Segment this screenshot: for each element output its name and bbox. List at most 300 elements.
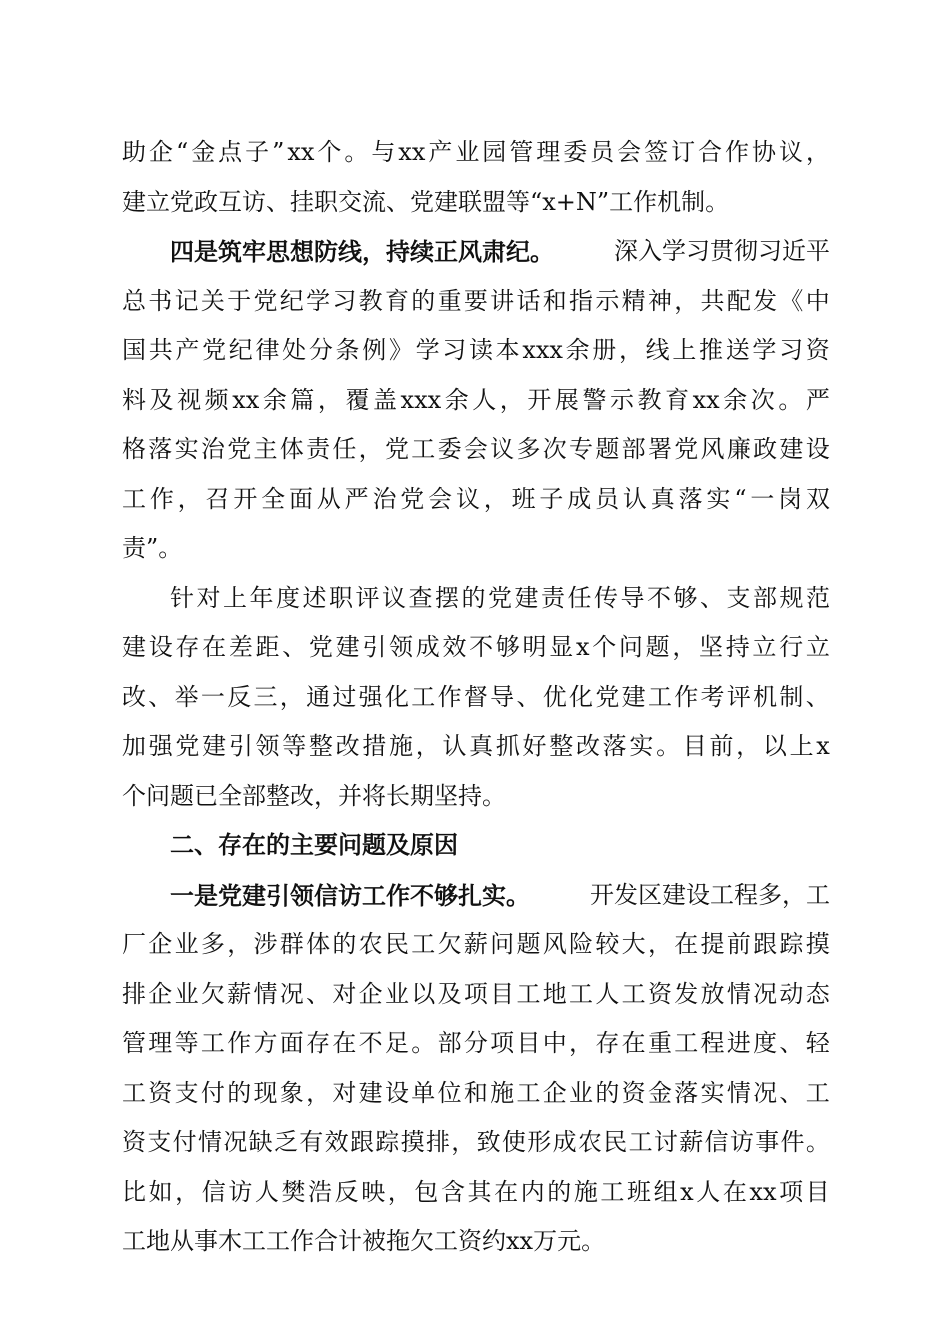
text-line <box>122 227 830 277</box>
text-glyph: 上 <box>223 583 247 612</box>
text-glyph: 从 <box>316 484 341 513</box>
text-glyph: 效 <box>324 1128 349 1156</box>
text-glyph: 推 <box>699 336 724 364</box>
paragraph-1 <box>122 128 830 227</box>
text-glyph: 制 <box>779 682 804 711</box>
text-glyph: 不 <box>469 633 494 661</box>
text-glyph: 员 <box>590 138 615 166</box>
text-glyph: 会 <box>617 138 642 166</box>
text-glyph: 厂 <box>122 930 146 958</box>
text-glyph: 年 <box>249 583 274 612</box>
text-glyph: ” <box>272 138 285 166</box>
text-glyph: 议 <box>382 583 406 612</box>
text-glyph: 政 <box>753 435 778 463</box>
text-glyph: 金 <box>191 138 216 166</box>
text-glyph: 任 <box>567 583 592 612</box>
text-glyph: 映 <box>361 1177 386 1206</box>
text-glyph: 施 <box>389 732 414 760</box>
text-glyph: 踪 <box>779 930 804 958</box>
text-glyph: 党 <box>488 583 512 612</box>
text-glyph: 在 <box>202 633 227 661</box>
text-glyph: 人 <box>696 1177 721 1206</box>
text-glyph: 发 <box>674 979 699 1008</box>
text-glyph: 料 <box>122 385 146 414</box>
text-glyph: 在 <box>332 1029 357 1057</box>
text-glyph: 习 <box>442 336 467 364</box>
text-glyph: 导 <box>490 682 515 711</box>
text-glyph: 跟 <box>753 930 778 958</box>
text-glyph: 目 <box>516 1029 541 1057</box>
text-glyph: ， <box>175 1177 200 1206</box>
text-glyph: 情 <box>726 979 751 1008</box>
text-glyph: 风 <box>542 930 567 958</box>
text-glyph: 真 <box>469 732 494 760</box>
text-glyph: 中 <box>805 286 830 315</box>
text-glyph: 建 <box>514 583 539 612</box>
text-glyph: 要 <box>463 286 488 315</box>
text-glyph: 点 <box>218 138 243 166</box>
text-glyph: 的 <box>411 286 436 315</box>
text-glyph: 。 <box>344 138 369 166</box>
text-glyph: 信 <box>704 1128 729 1156</box>
text-glyph: 况 <box>279 979 304 1008</box>
text-glyph: 余 <box>723 385 748 414</box>
text-glyph: 党 <box>384 435 409 463</box>
text-glyph: 内 <box>520 1177 545 1206</box>
text-glyph: 度 <box>276 583 300 612</box>
text-glyph: 使 <box>501 1128 526 1156</box>
text-glyph: 议 <box>490 435 515 463</box>
text-glyph: 作 <box>674 682 699 711</box>
text-glyph: 致 <box>476 1128 501 1156</box>
text-glyph: 机 <box>753 682 778 711</box>
text-glyph: ， <box>674 286 699 315</box>
text-glyph: 班 <box>511 484 536 513</box>
text-glyph: 规 <box>779 583 804 612</box>
text-glyph: 险 <box>569 930 594 958</box>
text-glyph: 实 <box>174 435 199 463</box>
text-glyph: 项 <box>779 1177 804 1206</box>
text-glyph: 子 <box>245 138 270 166</box>
text-glyph: xx <box>232 385 260 414</box>
text-line <box>122 277 830 327</box>
text-glyph: 措 <box>362 732 387 760</box>
text-glyph: 。 <box>778 385 803 414</box>
text-glyph: 党 <box>400 484 425 513</box>
text-glyph: 个 <box>592 633 617 661</box>
text-glyph: 目 <box>490 979 515 1008</box>
text-glyph: 领 <box>255 732 280 760</box>
text-glyph: 教 <box>637 385 662 414</box>
text-line: 个问题已全部整改，并将长期坚持。 <box>122 781 506 810</box>
text-glyph: 读 <box>468 336 493 364</box>
text-glyph: 踪 <box>375 1128 400 1156</box>
text-glyph: 关 <box>200 286 225 315</box>
text-glyph: ， <box>415 732 440 760</box>
text-glyph: 薪 <box>227 979 252 1008</box>
text-glyph: 工 <box>411 435 436 463</box>
text-glyph: 党 <box>227 435 252 463</box>
text-glyph: 导 <box>620 583 645 612</box>
text-glyph: 委 <box>437 435 462 463</box>
text-glyph: 视 <box>177 385 202 414</box>
text-glyph: 的 <box>227 1078 252 1107</box>
text-glyph: 引 <box>228 732 253 760</box>
text-glyph: 范 <box>806 583 830 612</box>
text-glyph: 业 <box>455 138 480 166</box>
text-glyph: 引 <box>362 633 387 661</box>
text-glyph: 人 <box>254 1177 279 1206</box>
text-glyph: 建 <box>335 633 360 661</box>
text-glyph: 覆 <box>345 385 370 414</box>
text-glyph: 整 <box>549 732 574 760</box>
text-glyph: 立 <box>805 633 830 661</box>
text-glyph: 排 <box>425 1128 450 1156</box>
text-glyph: 工 <box>122 1078 146 1107</box>
text-glyph: xxx <box>522 336 563 364</box>
text-line <box>122 871 830 921</box>
text-glyph: 班 <box>626 1177 651 1206</box>
text-glyph: 优 <box>542 682 567 711</box>
text-glyph: 改 <box>575 732 600 760</box>
text-glyph: 象 <box>279 1078 304 1107</box>
text-glyph: 程 <box>700 1029 725 1057</box>
text-glyph: 工 <box>516 979 541 1008</box>
text-glyph: 任 <box>332 435 357 463</box>
text-glyph: 薪 <box>463 930 488 958</box>
text-glyph: 资 <box>647 979 672 1008</box>
text-glyph: 建 <box>358 1078 383 1107</box>
text-glyph: 管 <box>509 138 534 166</box>
text-glyph: 党 <box>595 682 620 711</box>
text-line <box>122 1168 830 1218</box>
text-glyph: ， <box>647 930 672 958</box>
text-glyph: 个 <box>317 138 342 166</box>
text-glyph: 频 <box>204 385 229 414</box>
text-glyph: 余 <box>262 385 287 414</box>
text-glyph: 落 <box>602 732 627 760</box>
text-glyph: ， <box>317 385 342 414</box>
text-glyph: 实 <box>629 732 654 760</box>
text-glyph: 大 <box>621 930 646 958</box>
text-glyph: 落 <box>148 435 173 463</box>
text-glyph: 等 <box>282 732 307 760</box>
text-glyph: 职 <box>329 583 353 612</box>
text-glyph: 送 <box>725 336 750 364</box>
text-glyph: 含 <box>440 1177 465 1206</box>
text-glyph: ， <box>451 1128 476 1156</box>
text-glyph: 抓 <box>495 732 520 760</box>
text-glyph: 对 <box>332 979 357 1008</box>
text-glyph: 摆 <box>435 583 459 612</box>
text-glyph: 、 <box>779 1029 804 1057</box>
text-glyph: 治 <box>200 435 225 463</box>
text-glyph: 不 <box>358 1029 383 1057</box>
text-glyph: 不 <box>647 583 671 612</box>
text-glyph: 及 <box>437 979 462 1008</box>
text-glyph: 够 <box>673 583 698 612</box>
text-glyph: 事 <box>755 1128 780 1156</box>
text-glyph: 理 <box>148 1029 173 1057</box>
text-glyph: 化 <box>384 682 409 711</box>
text-glyph: 支 <box>174 1078 199 1107</box>
text-glyph: 共 <box>148 336 173 364</box>
text-glyph: “ <box>175 138 189 166</box>
text-glyph: 工 <box>569 979 594 1008</box>
text-glyph: 工 <box>674 1029 699 1057</box>
text-glyph: 立 <box>752 633 777 661</box>
text-glyph: 示 <box>609 385 634 414</box>
text-glyph: 工 <box>516 1078 541 1107</box>
text-glyph: 企 <box>542 1078 567 1107</box>
text-glyph: 单 <box>411 1078 436 1107</box>
text-glyph: 轻 <box>805 1029 830 1057</box>
text-glyph: 处 <box>282 336 307 364</box>
text-glyph: 管 <box>122 1029 146 1057</box>
text-glyph: 的 <box>595 1078 620 1107</box>
text-line <box>122 1069 830 1119</box>
text-glyph: 问 <box>490 930 515 958</box>
text-glyph: 明 <box>522 633 547 661</box>
text-glyph: 、 <box>779 1078 804 1107</box>
text-glyph: 学 <box>306 286 331 315</box>
text-glyph: 篇 <box>290 385 315 414</box>
text-line <box>122 920 830 970</box>
text-glyph: 发 <box>753 286 778 315</box>
paragraph-lead: 四是筑牢思想防线，持续正风肃纪。 <box>170 237 554 266</box>
text-glyph: 习 <box>332 286 357 315</box>
text-glyph: 反 <box>334 1177 359 1206</box>
text-glyph: 工 <box>647 682 672 711</box>
text-glyph: 子 <box>539 484 564 513</box>
text-run: 深入学习贯彻习近平 <box>614 237 830 265</box>
text-glyph: 建 <box>621 682 646 711</box>
text-glyph: 形 <box>527 1128 552 1156</box>
text-glyph: ， <box>569 1029 594 1057</box>
text-glyph: 治 <box>372 484 397 513</box>
text-glyph: 目 <box>682 732 707 760</box>
text-glyph: xx <box>398 138 426 166</box>
text-glyph: 存 <box>306 1029 331 1057</box>
text-glyph: 共 <box>700 286 725 315</box>
text-glyph: 成 <box>552 1128 577 1156</box>
text-glyph: 中 <box>542 1029 567 1057</box>
text-glyph: 教 <box>358 286 383 315</box>
text-glyph: 业 <box>174 930 199 958</box>
text-glyph: 述 <box>302 583 327 612</box>
text-glyph: 方 <box>253 1029 278 1057</box>
text-glyph: 建 <box>122 633 146 661</box>
text-glyph: 坚 <box>699 633 724 661</box>
paragraph-4 <box>122 871 830 1267</box>
section-heading: 二、存在的主要问题及原因 <box>170 831 458 859</box>
text-glyph: 跟 <box>349 1128 374 1156</box>
text-glyph: “ <box>734 484 747 513</box>
text-glyph: 态 <box>805 979 830 1008</box>
text-glyph: 件 <box>780 1128 805 1156</box>
text-glyph: ， <box>499 385 524 414</box>
text-glyph: 记 <box>174 286 199 315</box>
text-glyph: 于 <box>227 286 252 315</box>
text-glyph: 业 <box>384 979 409 1008</box>
text-glyph: 建 <box>779 435 804 463</box>
text-glyph: 部 <box>621 435 646 463</box>
text-glyph: 指 <box>569 286 594 315</box>
text-glyph: 学 <box>415 336 440 364</box>
text-glyph: 群 <box>279 930 304 958</box>
text-glyph: ， <box>618 336 643 364</box>
text-glyph: 部 <box>437 1029 462 1057</box>
text-glyph: 的 <box>332 930 357 958</box>
text-glyph: 党 <box>308 633 333 661</box>
text-glyph: 如 <box>148 1177 173 1206</box>
text-glyph: 评 <box>726 682 751 711</box>
text-glyph: 持 <box>725 633 750 661</box>
text-glyph: 分 <box>308 336 333 364</box>
text-glyph: 足 <box>384 1029 409 1057</box>
text-glyph: 工 <box>628 1128 653 1156</box>
text-glyph: 建 <box>202 732 227 760</box>
paragraph-3 <box>122 574 830 822</box>
text-glyph: 分 <box>463 1029 488 1057</box>
text-glyph: 作 <box>149 484 174 513</box>
text-glyph: 本 <box>495 336 520 364</box>
text-glyph: 业 <box>174 979 199 1008</box>
text-glyph: 业 <box>569 1078 594 1107</box>
text-glyph: 强 <box>148 732 173 760</box>
text-glyph: 党 <box>253 286 278 315</box>
text-glyph: 访 <box>228 1177 253 1206</box>
text-glyph: 情 <box>253 979 278 1008</box>
text-glyph: 距 <box>255 633 280 661</box>
text-glyph: ， <box>387 1177 412 1206</box>
text-glyph: 访 <box>729 1128 754 1156</box>
text-glyph: 、 <box>516 682 541 711</box>
text-glyph: 其 <box>467 1177 492 1206</box>
text-glyph: 展 <box>554 385 579 414</box>
text-glyph: 缺 <box>248 1128 273 1156</box>
text-glyph: 项 <box>490 1029 515 1057</box>
text-glyph: ， <box>306 1078 331 1107</box>
text-glyph: 认 <box>622 484 647 513</box>
text-glyph: 讨 <box>653 1128 678 1156</box>
text-glyph: 摸 <box>805 930 830 958</box>
text-glyph: 条 <box>335 336 360 364</box>
text-glyph: 面 <box>279 1029 304 1057</box>
text-glyph: 讲 <box>490 286 515 315</box>
text-glyph: 责 <box>306 435 331 463</box>
text-glyph: 评 <box>355 583 380 612</box>
text-glyph: 议 <box>455 484 480 513</box>
text-glyph: 多 <box>200 930 225 958</box>
text-glyph: xx <box>287 138 315 166</box>
text-glyph: 、 <box>805 682 830 711</box>
text-glyph: 召 <box>205 484 230 513</box>
text-glyph: ， <box>483 484 508 513</box>
text-glyph: 樊 <box>281 1177 306 1206</box>
text-glyph: 放 <box>700 979 725 1008</box>
text-glyph: 的 <box>547 1177 572 1206</box>
text-glyph: 度 <box>753 1029 778 1057</box>
text-glyph: 签 <box>644 138 669 166</box>
text-glyph: 余 <box>565 336 590 364</box>
text-glyph: 现 <box>253 1078 278 1107</box>
document-page <box>122 128 830 1267</box>
text-glyph: 情 <box>726 1078 751 1107</box>
text-glyph: 题 <box>595 435 620 463</box>
text-line: 建立党政互访、挂职交流、党建联盟等“x+N”工作机制。 <box>122 187 730 216</box>
text-glyph: 人 <box>472 385 497 414</box>
text-glyph: 改 <box>122 682 146 711</box>
text-glyph: 行 <box>779 633 804 661</box>
text-glyph: 人 <box>595 979 620 1008</box>
text-glyph: 《 <box>779 286 804 315</box>
text-glyph: 加 <box>122 732 146 760</box>
text-glyph: 乏 <box>273 1128 298 1156</box>
text-glyph: 纪 <box>228 336 253 364</box>
text-line <box>122 623 830 673</box>
text-glyph: 设 <box>805 435 830 463</box>
text-glyph: 上 <box>789 732 814 760</box>
text-glyph: 习 <box>779 336 804 364</box>
text-glyph: 企 <box>148 930 173 958</box>
text-line <box>122 1118 830 1168</box>
text-glyph: 面 <box>288 484 313 513</box>
text-glyph: 排 <box>122 979 146 1008</box>
text-glyph: 工 <box>621 979 646 1008</box>
text-glyph: 合 <box>698 138 723 166</box>
text-line <box>122 425 830 475</box>
text-glyph: 书 <box>148 286 173 315</box>
text-glyph: 全 <box>261 484 286 513</box>
text-glyph: 工 <box>411 682 436 711</box>
text-glyph: 查 <box>408 583 433 612</box>
text-glyph: ， <box>736 732 761 760</box>
text-glyph: 改 <box>335 732 360 760</box>
text-glyph: 落 <box>674 1078 699 1107</box>
text-glyph: 工 <box>805 1078 830 1107</box>
text-glyph: 议 <box>778 138 803 166</box>
text-glyph: 双 <box>805 484 830 513</box>
text-glyph: 、 <box>700 583 724 612</box>
text-glyph: 领 <box>389 633 414 661</box>
text-glyph: 企 <box>148 138 173 166</box>
text-glyph: 民 <box>384 930 409 958</box>
text-line <box>122 722 830 772</box>
text-glyph: 在 <box>621 1029 646 1057</box>
text-glyph: 施 <box>573 1177 598 1206</box>
text-glyph: 部 <box>753 583 777 612</box>
text-glyph: 和 <box>542 286 567 315</box>
text-glyph: 前 <box>709 732 734 760</box>
text-glyph: 》 <box>388 336 413 364</box>
text-glyph: 会 <box>428 484 453 513</box>
text-line <box>122 376 830 426</box>
text-glyph: 举 <box>174 682 199 711</box>
text-glyph: 工 <box>600 1177 625 1206</box>
text-glyph: 以 <box>411 979 436 1008</box>
text-glyph: 岗 <box>778 484 803 513</box>
text-glyph: 署 <box>647 435 672 463</box>
text-glyph: x <box>680 1177 694 1206</box>
text-glyph: 过 <box>332 682 357 711</box>
text-glyph: 示 <box>595 286 620 315</box>
text-glyph: 落 <box>678 484 703 513</box>
text-line <box>122 970 830 1020</box>
text-glyph: 差 <box>228 633 253 661</box>
text-glyph: 设 <box>148 633 173 661</box>
text-glyph: 育 <box>665 385 690 414</box>
